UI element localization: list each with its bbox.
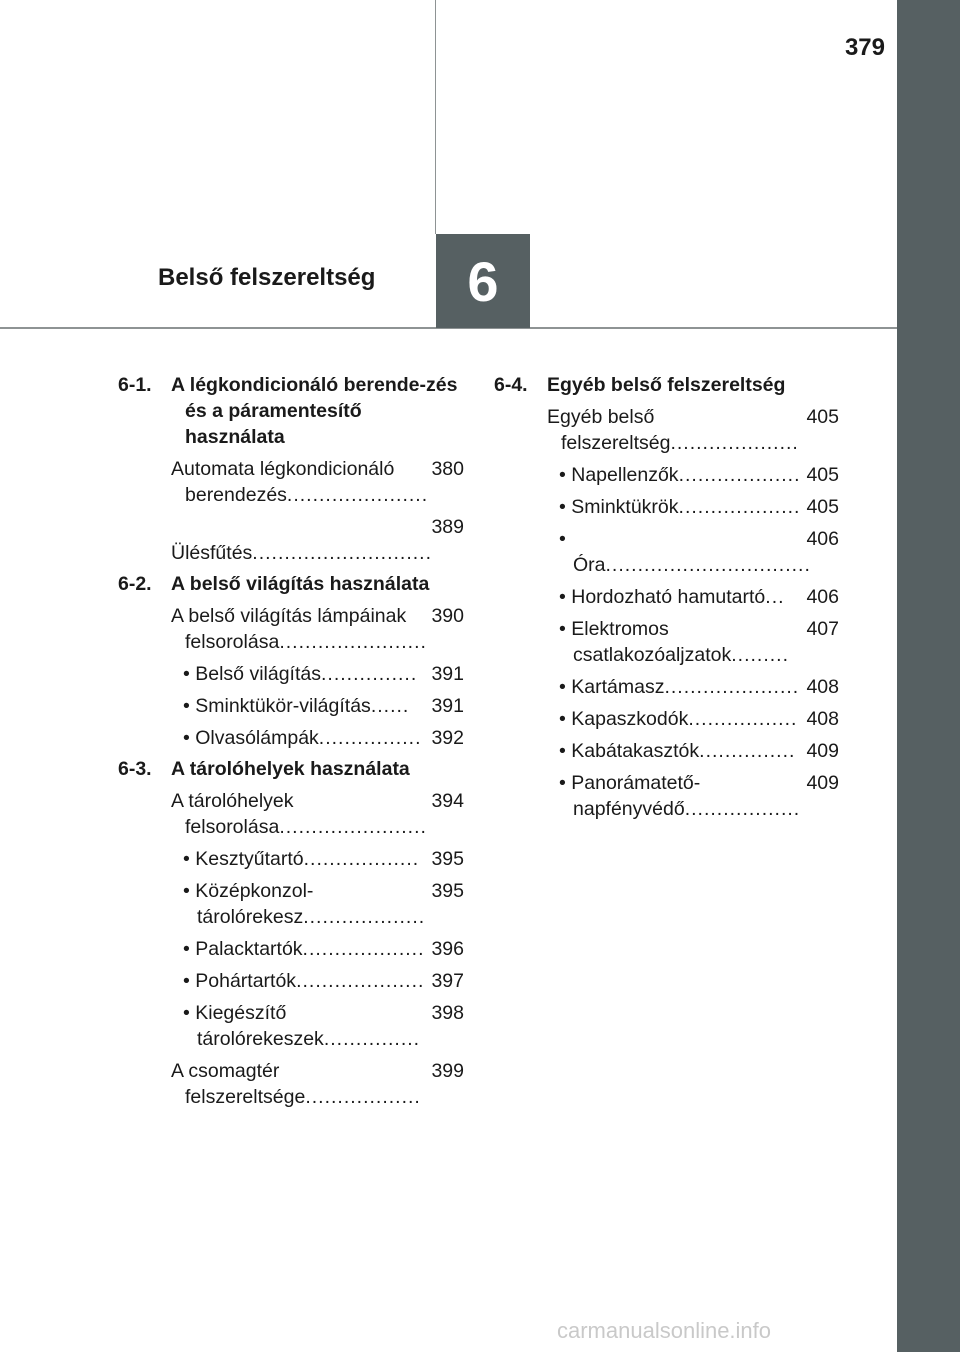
- toc-sub-entry[interactable]: [547, 674, 839, 700]
- toc-sub-entry[interactable]: [171, 968, 464, 994]
- page-ref: 406: [806, 528, 839, 550]
- section-title: A belső világítás használata: [171, 573, 430, 595]
- page-ref: 380: [431, 458, 464, 480]
- toc-sub-entry[interactable]: [171, 661, 464, 687]
- section-title: Egyéb belső felszereltség: [547, 374, 786, 396]
- page-ref: 408: [806, 708, 839, 730]
- entry-text: • Palacktartók: [183, 938, 303, 960]
- entry-text: • Olvasólámpák: [183, 727, 319, 749]
- page-ref: 407: [806, 618, 839, 640]
- leader-dots: ..................: [303, 848, 420, 870]
- leader-dots: ...: [765, 586, 785, 608]
- page-ref: 392: [431, 727, 464, 749]
- entry-text: Egyéb belső felszereltség: [547, 406, 671, 454]
- side-tab-bar: [897, 0, 960, 1352]
- leader-dots: .......................: [279, 816, 427, 838]
- page-ref: 390: [431, 605, 464, 627]
- page-ref: 389: [431, 516, 464, 538]
- toc-entry[interactable]: [171, 1058, 464, 1110]
- page-ref: 391: [431, 695, 464, 717]
- toc-section: [494, 372, 839, 822]
- toc-sub-entry[interactable]: [547, 526, 839, 578]
- page-ref: 405: [806, 406, 839, 428]
- leader-dots: ..................: [305, 1086, 421, 1108]
- toc-sub-entry[interactable]: [547, 462, 839, 488]
- toc-sub-entry[interactable]: [171, 693, 464, 719]
- entry-text: A belső világítás lámpáinak felsorolása: [171, 605, 407, 653]
- section-title: A légkondicionáló berende-zés és a páramentesítő használata: [171, 374, 458, 448]
- entry-text: A tárolóhelyek felsorolása: [171, 790, 294, 838]
- leader-dots: ....................: [296, 970, 425, 992]
- section-number: 6-1.: [118, 374, 152, 396]
- page-ref: 409: [806, 740, 839, 762]
- page-ref: 408: [806, 676, 839, 698]
- page-ref: 398: [431, 1002, 464, 1024]
- toc-section: [118, 372, 464, 566]
- chapter-number: 6: [467, 249, 499, 313]
- leader-dots: ......................: [286, 484, 429, 506]
- leader-dots: ......: [370, 695, 410, 717]
- toc-sub-entry[interactable]: [171, 936, 464, 962]
- entry-text: • Kapaszkodók: [559, 708, 689, 730]
- entry-text: • Sminktükör-világítás: [183, 695, 371, 717]
- page-ref: 406: [806, 586, 839, 608]
- leader-dots: ................................: [605, 554, 811, 576]
- toc-sub-entry[interactable]: [171, 725, 464, 751]
- entry-text: • Pohártartók: [183, 970, 297, 992]
- entry-text: • Óra: [559, 528, 606, 576]
- entry-text: • Kartámasz: [559, 676, 665, 698]
- leader-dots: ...................: [678, 496, 801, 518]
- entry-text: • Kiegészítő tárolórekeszek: [183, 1002, 324, 1050]
- entry-text: A csomagtér felszereltsége: [171, 1060, 306, 1108]
- toc-sub-entry[interactable]: [547, 494, 839, 520]
- watermark: carmanualsonline.info: [557, 1318, 772, 1343]
- section-number: 6-2.: [118, 573, 152, 595]
- leader-dots: ...............: [323, 1028, 421, 1050]
- toc-sub-entry[interactable]: [171, 878, 464, 930]
- page-ref: 394: [431, 790, 464, 812]
- leader-dots: ...................: [302, 938, 425, 960]
- toc-entry[interactable]: [547, 404, 839, 456]
- page-ref: 405: [806, 496, 839, 518]
- entry-text: • Belső világítás: [183, 663, 321, 685]
- toc-entry[interactable]: [171, 514, 464, 566]
- toc-sub-entry[interactable]: [547, 738, 839, 764]
- entry-text: • Elektromos csatlakozóaljzatok: [559, 618, 732, 666]
- leader-dots: ...............: [320, 663, 418, 685]
- entry-text: • Sminktükrök: [559, 496, 679, 518]
- section-title: A tárolóhelyek használata: [171, 758, 410, 780]
- page-ref: 391: [431, 663, 464, 685]
- toc-section: [118, 756, 464, 1110]
- toc-sub-entry[interactable]: [547, 584, 839, 610]
- entry-text: • Középkonzol-tárolórekesz: [183, 880, 314, 928]
- leader-dots: ...............: [699, 740, 796, 762]
- toc-sub-entry[interactable]: [171, 846, 464, 872]
- entry-text: • Kesztyűtartó: [183, 848, 304, 870]
- entry-text: • Panorámatető-napfényvédő: [559, 772, 701, 820]
- entry-text: • Kabátakasztók: [559, 740, 700, 762]
- toc-entry[interactable]: [171, 788, 464, 840]
- page-ref: 409: [806, 772, 839, 794]
- toc-sub-entry[interactable]: [171, 1000, 464, 1052]
- vertical-rule: [435, 0, 436, 234]
- toc-sub-entry[interactable]: [547, 770, 839, 822]
- entry-text: • Hordozható hamutartó: [559, 586, 766, 608]
- chapter-title: Belső felszereltség: [158, 264, 376, 291]
- entry-text: Automata légkondicionáló berendezés: [171, 458, 395, 506]
- toc-section: [118, 571, 464, 751]
- toc-entry[interactable]: [171, 456, 464, 508]
- leader-dots: .....................: [664, 676, 800, 698]
- toc-entry[interactable]: [171, 603, 464, 655]
- leader-dots: .........: [731, 644, 790, 666]
- page-ref: 405: [806, 464, 839, 486]
- leader-dots: ............................: [252, 542, 432, 564]
- page-number: 379: [844, 34, 885, 61]
- leader-dots: ...................: [678, 464, 801, 486]
- leader-dots: ...................: [303, 906, 426, 928]
- toc-sub-entry[interactable]: [547, 706, 839, 732]
- page-ref: 395: [431, 880, 464, 902]
- toc-sub-entry[interactable]: [547, 616, 839, 668]
- page-ref: 397: [431, 970, 464, 992]
- leader-dots: .......................: [279, 631, 427, 653]
- toc-right-column: [494, 372, 839, 827]
- page-ref: 396: [431, 938, 464, 960]
- section-number: 6-3.: [118, 758, 152, 780]
- leader-dots: ....................: [670, 432, 799, 454]
- leader-dots: .................: [688, 708, 798, 730]
- page-ref: 399: [431, 1060, 464, 1082]
- entry-text: Ülésfűtés: [171, 542, 253, 564]
- entry-text: • Napellenzők: [559, 464, 679, 486]
- leader-dots: ................: [318, 727, 422, 749]
- page-ref: 395: [431, 848, 464, 870]
- toc-left-column: [118, 372, 464, 1115]
- leader-dots: ..................: [684, 798, 801, 820]
- section-number: 6-4.: [494, 374, 528, 396]
- chapter-number-box: [436, 234, 530, 328]
